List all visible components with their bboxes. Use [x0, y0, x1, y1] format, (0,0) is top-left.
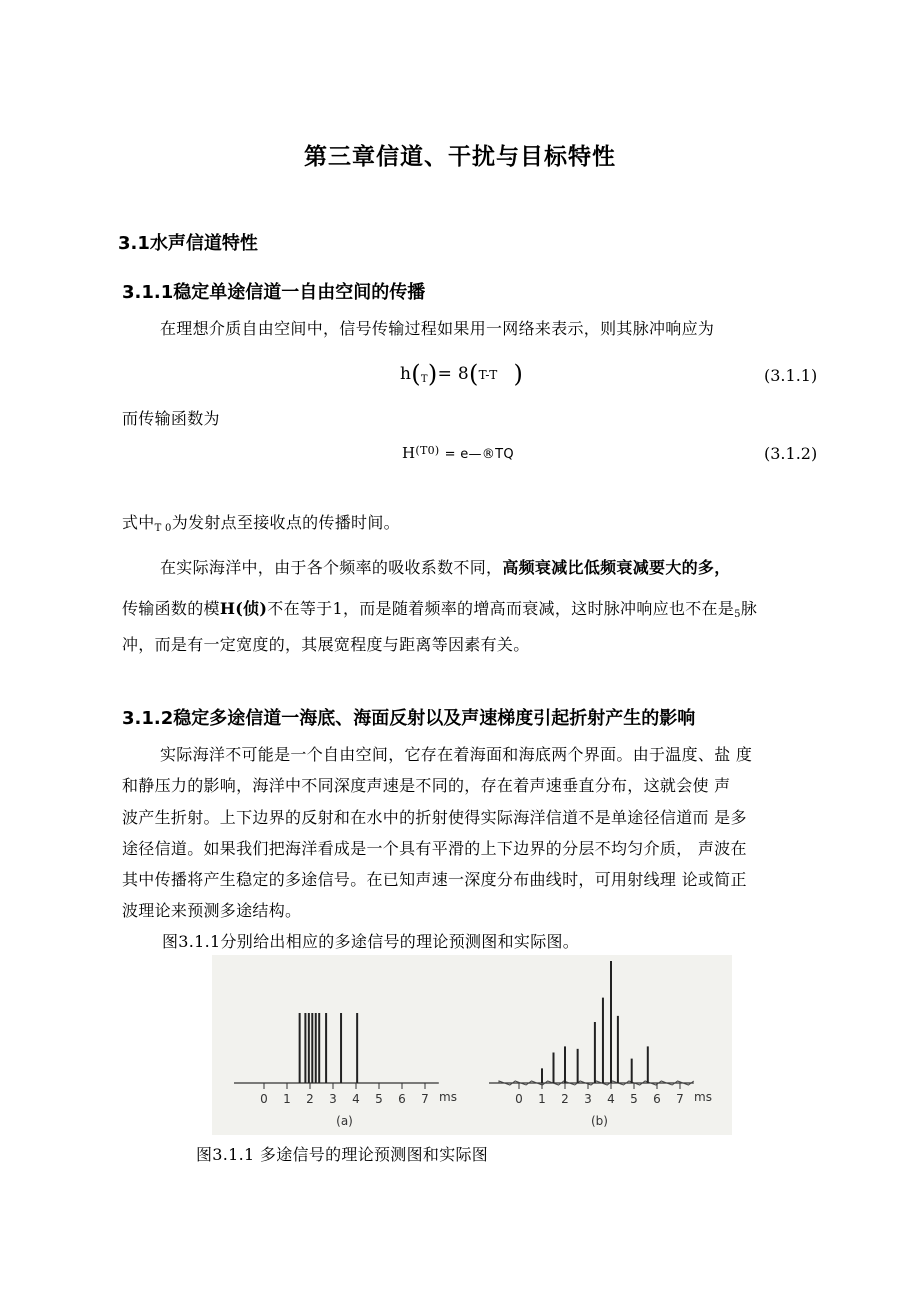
transfer-label: 而传输函数为 — [122, 409, 220, 428]
eq1-arg2: T-T — [478, 368, 498, 382]
tick-label: 4 — [607, 1092, 615, 1106]
para-b-sub: 5 — [734, 609, 741, 620]
tick-label: 3 — [584, 1092, 592, 1106]
para-line-2: 和静压力的影响，海洋中不同深度声速是不同的，存在着声速垂直分布，这就会使 声 — [122, 776, 731, 795]
section-heading-3-1-1: 3.1.1稳定单途信道一自由空间的传播 — [122, 282, 426, 303]
panel-b — [489, 961, 712, 1128]
equation-1: $h(_T)= 8(T-T$ ) — [400, 360, 524, 388]
equation-2: $H^{(T0)}$ = e—®TQ — [402, 444, 514, 462]
paragraph-intro: 在理想介质自由空间中，信号传输过程如果用一网络来表示，则其脉冲响应为 — [160, 319, 715, 338]
figure-caption: 图3.1.1 多途信号的理论预测图和实际图 — [196, 1145, 489, 1164]
panel-label: (b) — [591, 1114, 608, 1128]
tick-label: 0 — [515, 1092, 523, 1106]
para-a-bold: 高频衰减比低频衰减要大的多， — [502, 558, 731, 577]
eq2-arg: T0 — [419, 444, 435, 457]
tick-label: 6 — [398, 1092, 406, 1106]
para-b-mid: 不在等于1，而是随着频率的增高而衰减，这时脉冲响应也不在是 — [267, 599, 735, 618]
tick-label: 7 — [421, 1092, 429, 1106]
page-title: 第三章信道、干扰与目标特性 — [304, 144, 616, 170]
tick-label: 1 — [538, 1092, 546, 1106]
tick-label: 4 — [352, 1092, 360, 1106]
para-line-4: 途径信道。如果我们把海洋看成是一个具有平滑的上下边界的分层不均匀介质， 声波在 — [122, 839, 747, 858]
section-heading-3-1-2: 3.1.2稳定多途信道一海底、海面反射以及声速梯度引起折射产生的影响 — [122, 708, 696, 729]
tick-label: 3 — [329, 1092, 337, 1106]
panel-label: (a) — [336, 1114, 353, 1128]
where-pre: 式中 — [122, 513, 155, 532]
para-line-6: 波理论来预测多途结构。 — [122, 901, 302, 920]
tick-label: 7 — [676, 1092, 684, 1106]
eq2-lhs: H — [402, 444, 416, 462]
where-clause — [122, 510, 400, 534]
where-post: 为发射点至接收点的传播时间。 — [171, 513, 400, 532]
para-line-1: 实际海洋不可能是一个自由空间，它存在着海面和海底两个界面。由于温度、盐 度 — [160, 745, 753, 764]
section-heading-3-1: 3.1水声信道特性 — [118, 233, 258, 254]
eq2-rhs: = e—®TQ — [444, 447, 514, 462]
para-b-pre: 传输函数的模 — [122, 599, 220, 618]
tick-label: 2 — [306, 1092, 314, 1106]
unit-label: ms — [439, 1090, 457, 1104]
where-symbol: T 0 — [154, 523, 172, 534]
eq1-arg: T — [420, 374, 428, 385]
figure-multipath — [212, 955, 732, 1135]
para-a-text: 在实际海洋中，由于各个频率的吸收系数不同， — [160, 558, 503, 577]
eq1-mid: = 8 — [437, 364, 469, 384]
paragraph-c: 冲，而是有一定宽度的，其展宽程度与距离等因素有关。 — [122, 635, 530, 654]
paragraph-a — [160, 555, 731, 578]
paragraph-b — [122, 596, 757, 620]
para-b-post: 脉 — [740, 599, 758, 618]
equation-1-number: (3.1.1) — [764, 366, 818, 385]
unit-label: ms — [694, 1090, 712, 1104]
para-line-5: 其中传播将产生稳定的多途信号。在已知声速一深度分布曲线时，可用射线理 论或简正 — [122, 870, 747, 889]
panel-a — [234, 1013, 457, 1128]
equation-2-number: (3.1.2) — [764, 444, 818, 463]
tick-label: 6 — [653, 1092, 661, 1106]
tick-label: 1 — [283, 1092, 291, 1106]
eq1-lhs: h — [400, 364, 412, 384]
figure-reference: 图3.1.1分别给出相应的多途信号的理论预测图和实际图。 — [162, 932, 580, 951]
tick-label: 0 — [260, 1092, 268, 1106]
tick-label: 2 — [561, 1092, 569, 1106]
tick-label: 5 — [375, 1092, 383, 1106]
figure-svg — [212, 955, 732, 1135]
tick-label: 5 — [630, 1092, 638, 1106]
para-b-bold: H(侦) — [219, 599, 268, 618]
para-line-3: 波产生折射。上下边界的反射和在水中的折射使得实际海洋信道不是单途径信道而 是多 — [122, 808, 747, 827]
